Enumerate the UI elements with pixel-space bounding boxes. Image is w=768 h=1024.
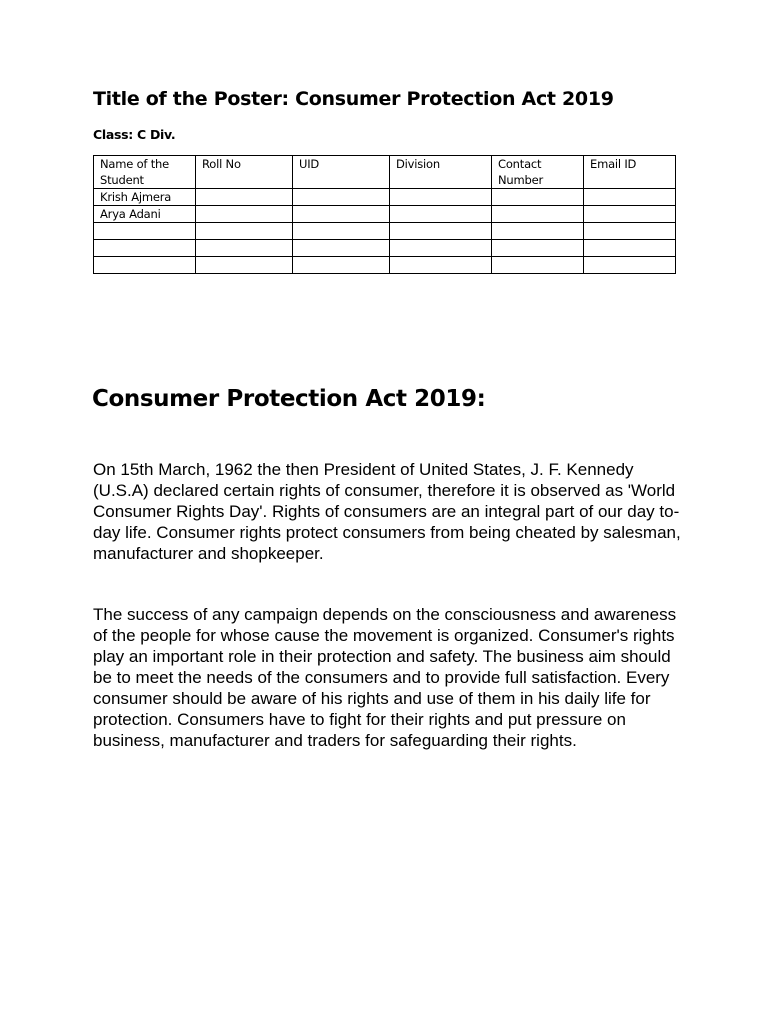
table-cell [293,223,390,240]
table-header-cell: Division [390,156,492,189]
table-row [94,223,676,240]
table-header-cell: Name of the Student [94,156,196,189]
table-cell [492,189,584,206]
table-cell [293,240,390,257]
table-cell [293,257,390,274]
table-cell [584,240,676,257]
table-cell [492,240,584,257]
poster-title: Title of the Poster: Consumer Protection Act 2019 [93,88,614,110]
table-cell [94,240,196,257]
table-cell [390,206,492,223]
table-header-cell: Contact Number [492,156,584,189]
table-row [94,189,676,206]
table-cell [94,257,196,274]
table-cell [196,206,293,223]
table-header-cell: Email ID [584,156,676,189]
table-cell [492,257,584,274]
paragraph-awareness: The success of any campaign depends on the consciousness and awareness of the people for whose cause the movement is organized. Consumer's rights play an important role in their protection and safety. The business aim should be to meet the needs of the consumers and to provide full satisfaction. Every consumer should be aware of his rights and use of them in his daily life for protection. Consumers have to fight for their rights and put pressure on business, manufacturer and traders for safeguarding their rights. [93,605,677,750]
table-cell [390,223,492,240]
table-cell [584,206,676,223]
table-row [94,240,676,257]
table-header-cell: UID [293,156,390,189]
class-label: Class: C Div. [93,127,176,142]
table-cell [196,240,293,257]
table-cell [196,223,293,240]
table-cell: Krish Ajmera [94,189,196,206]
section-heading: Consumer Protection Act 2019: [92,386,486,412]
table-cell [584,223,676,240]
table-cell [196,257,293,274]
table-cell [584,189,676,206]
table-row [94,257,676,274]
student-details-table [93,155,676,274]
table-cell [293,189,390,206]
table-cell [293,206,390,223]
table-cell [492,223,584,240]
table-cell [196,189,293,206]
table-cell: Arya Adani [94,206,196,223]
table-header-row [94,156,676,189]
table-header-cell: Roll No [196,156,293,189]
table-cell [94,223,196,240]
table-cell [584,257,676,274]
table-cell [492,206,584,223]
table-cell [390,257,492,274]
paragraph-history: On 15th March, 1962 the then President of United States, J. F. Kennedy (U.S.A) declared certain rights of consumer, therefore it is observed as 'World Consumer Rights Day'. Rights of consumers are an integral part of our day to-day life. Consumer rights protect consumers from being cheated by salesman, manufacturer and shopkeeper. [93,460,681,563]
table-cell [390,240,492,257]
table-cell [390,189,492,206]
table-row [94,206,676,223]
